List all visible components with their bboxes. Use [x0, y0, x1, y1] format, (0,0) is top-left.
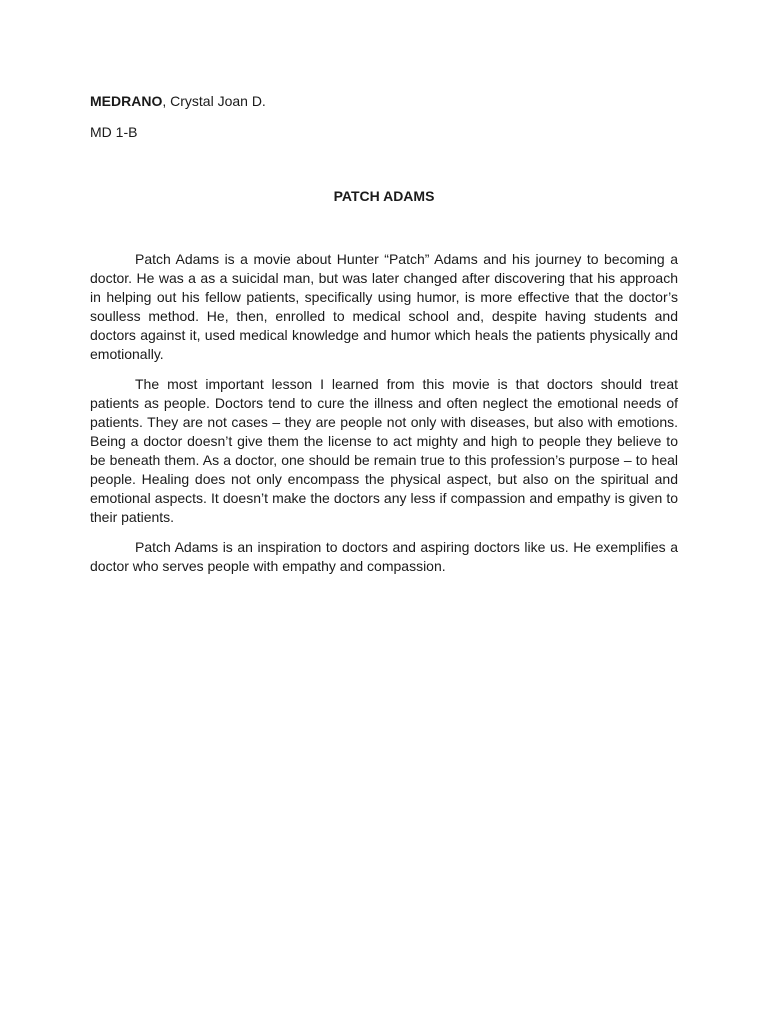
- class-section: MD 1-B: [90, 124, 138, 140]
- author-name: [90, 92, 266, 110]
- document-title: PATCH ADAMS: [333, 188, 435, 204]
- document-body: [90, 250, 678, 587]
- paragraph-conclusion: Patch Adams is an inspiration to doctors and aspiring doctors like us. He exemplifies a doctor who serves people with empathy and compassion.: [90, 539, 678, 574]
- paragraph-intro: Patch Adams is a movie about Hunter “Patch” Adams and his journey to becoming a doctor. He was a as a suicidal man, but was later changed after discovering that his approach in helping out his fellow patients, specifically using humor, is more effective that the doctor’s soulless method. He, then, enrolled to medical school and, despite having students and doctors against it, used medical knowledge and humor which heals the patients physically and emotionally.: [90, 251, 678, 362]
- author-surname: MEDRANO: [90, 93, 163, 109]
- author-given-names: , Crystal Joan D.: [162, 93, 266, 109]
- paragraph-lesson: The most important lesson I learned from this movie is that doctors should treat patients as people. Doctors tend to cure the illness and often neglect the emotional needs of patients. They are not cases – they are people not only with diseases, but also with emotions. Being a doctor doesn’t give them the license to act mighty and high to people they believe to be beneath them. As a doctor, one should be remain true to this profession’s purpose – to heal people. Healing does not only encompass the physical aspect, but also on the spiritual and emotional aspects. It doesn’t make the doctors any less if compassion and empathy is given to their patients.: [90, 376, 678, 525]
